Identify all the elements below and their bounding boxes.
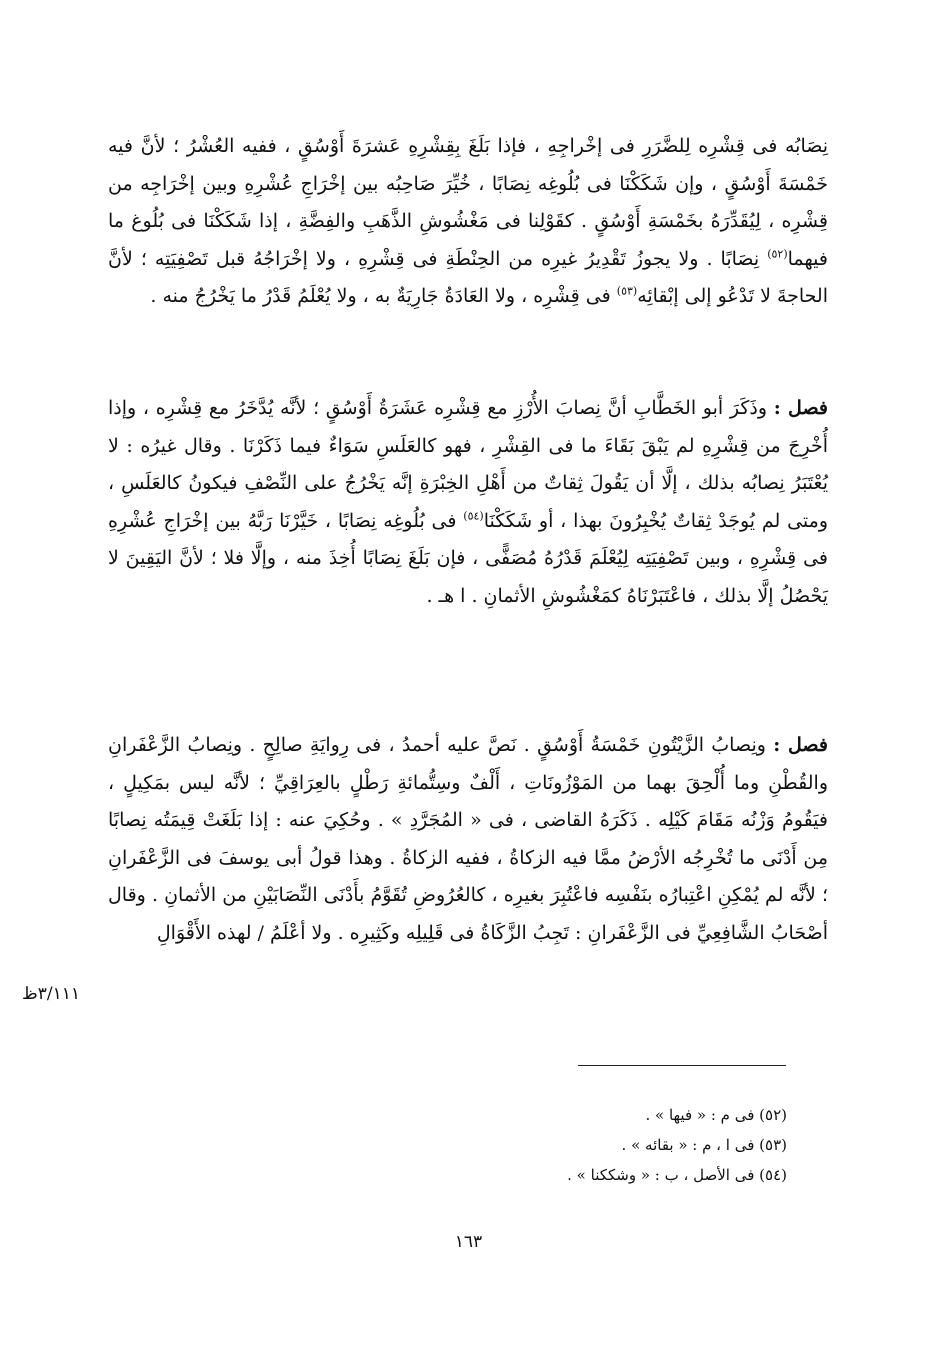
footnote-divider	[578, 1065, 786, 1066]
page-number: ١٦٣	[454, 1232, 483, 1252]
paragraph-2-text-b: فى بُلُوغِه نِصَابًا ، خَيَّرْنَا رَبَّهُ بين إخْرَاجِ عُشْرِهِ فى قِشْرِهِ ، وبين تَصْفِيَتِه لِيُعْلَمَ قَدْرُهُ مُصَفًّى ، فإن بَلَغَ نِصَابًا أُخِذَ منه ، وإلَّا فلا ؛ لأنَّ اليَقِينَ لا يَحْصُلُ إلَّا بذلك ، فاعْتَبَرْنَاهُ كمَغْشُوشِ الأثمانِ . ا هـ .	[108, 509, 828, 607]
paragraph-2	[108, 390, 828, 615]
footnote-52: (٥٢) فى م : « فيها » .	[645, 1106, 787, 1124]
section-heading-fasl: فصل :	[773, 397, 828, 419]
footnote-54: (٥٤) فى الأصل ، ب : « وشككنا » .	[567, 1166, 787, 1184]
footnote-ref-52: (٥٢)	[767, 247, 788, 261]
paragraph-3	[108, 727, 828, 952]
paragraph-1	[108, 128, 828, 316]
paragraph-1-text-a: نِصَابُه فى قِشْرِه لِلضَّرَرِ فى إخْراجِهِ ، فإذا بَلَغَ بِقِشْرِهِ عَشرَةَ أَوْسُقٍ ، ففيه العُشْرُ ؛ لأنَّ فيه خَمْسَةَ أَوْسُقٍ ، وإن شَكَكْنَا فى بُلُوغِه نِصَابًا ، خُيِّرَ صَاحِبُه بين إخْرَاجِ عُشْرِهِ وبين إخْرَاجِه من قِشْرِه ، لِيُقَدِّرَهُ بخَمْسَةِ أَوْسُقٍ . كقَوْلِنا فى مَغْشُوشِ الذَّهَبِ والفِضَّةِ ، إذا شَكَكْنَا فى بُلُوغ ما فيهما	[108, 135, 828, 270]
footnote-ref-53: (٥٣)	[616, 284, 638, 298]
footnotes-list	[287, 1100, 787, 1190]
section-heading-fasl-2: فصل :	[773, 734, 828, 756]
footnote-53: (٥٣) فى ا ، م : « بقائه » .	[621, 1136, 787, 1154]
paragraph-3-text: ونِصابُ الزَّيْتُونِ خَمْسَةُ أَوْسُقٍ . نَصَّ عليه أحمدُ ، فى رِوايَةِ صالِحٍ . ونِصابُ الزَّعْفَرانِ والقُطْنِ وما أُلْحِقَ بهما من المَوْزُونَاتِ ، أَلْفٌ وسِتُّمائةِ رَطْلٍ بالعِرَاقِيِّ ؛ لأنَّه ليس بمَكِيلٍ ، فيَقُومُ وَزْنُه مَقَامَ كَيْلِه . ذَكَرَهُ القاضى ، فى « المُجَرَّدِ » . وحُكِيَ عنه : إذا بَلَغَتْ قِيمَتُه نِصابًا مِن أَدْنَى ما تُخْرِجُه الأرْضُ ممَّا فيه الزكاةُ ، ففيه الزكاةُ . وهذا قولُ أبى يوسفَ فى الزَّعْفَرانِ ؛ لأنَّه لم يُمْكِنِ اعْتِبارُه بنَفْسِه فاعْتُبِرَ بغيرِه ، كالعُرُوضِ تُقَوَّمُ بأَدْنَى النِّصَابَيْنِ من الأثمانِ . وقال أصْحَابُ الشَّافِعِيِّ فى الزَّعْفَرانِ : تَجِبُ الزَّكَاةُ فى قَلِيلِه وكَثِيرِه . ولا أعْلَمُ / لهذه الأَقْوَالِ	[108, 734, 828, 944]
footnote-ref-54: (٥٤)	[463, 509, 484, 523]
margin-folio-note: ٣/١١١ظ	[22, 984, 80, 1004]
paragraph-1-text-b: نِصَابًا . ولا يجوزُ تَقْدِيرُ غيرِه من الحِنْطَةِ فى قِشْرِهِ ، ولا إخْرَاجُهُ قبل تَصْفِيَتِه ؛ لأنَّ الحاجةَ لا تَدْعُو إلى إبْقائِه	[108, 247, 828, 307]
paragraph-1-text-c: فى قِشْرِه ، ولا العَادَةُ جَارِيَةٌ به ، ولا يُعْلَمُ قَدْرُ ما يَخْرُجُ منه .	[150, 285, 617, 307]
paragraph-2-text-a: وذَكَرَ أبو الخَطَّابِ أنَّ نِصابَ الأُرْزِ مع قِشْرِه عَشَرَةُ أَوْسُقٍ ؛ لأنَّه يُدَّخَرُ مع قِشْرِه ، وإذا أُخْرِجَ من قِشْرِهِ لم يَبْقَ بَقَاءَ ما فى القِشْرِ ، فهو كالعَلَسِ سَوَاءٌ فيما ذَكَرْنَا . وقال غيرُه : لا يُعْتَبَرُ نِصابُه بذلك ، إلَّا أن يَقُولَ ثِقاتٌ من أَهْلِ الخِبْرَةِ إنَّه يَخْرُجُ على النِّصْفِ فيكونُ كالعَلَسِ ، ومتى لم يُوجَدْ ثِقاتٌ يُخْبِرُونَ بهذا ، أو شَكَكْنَا	[108, 397, 828, 532]
